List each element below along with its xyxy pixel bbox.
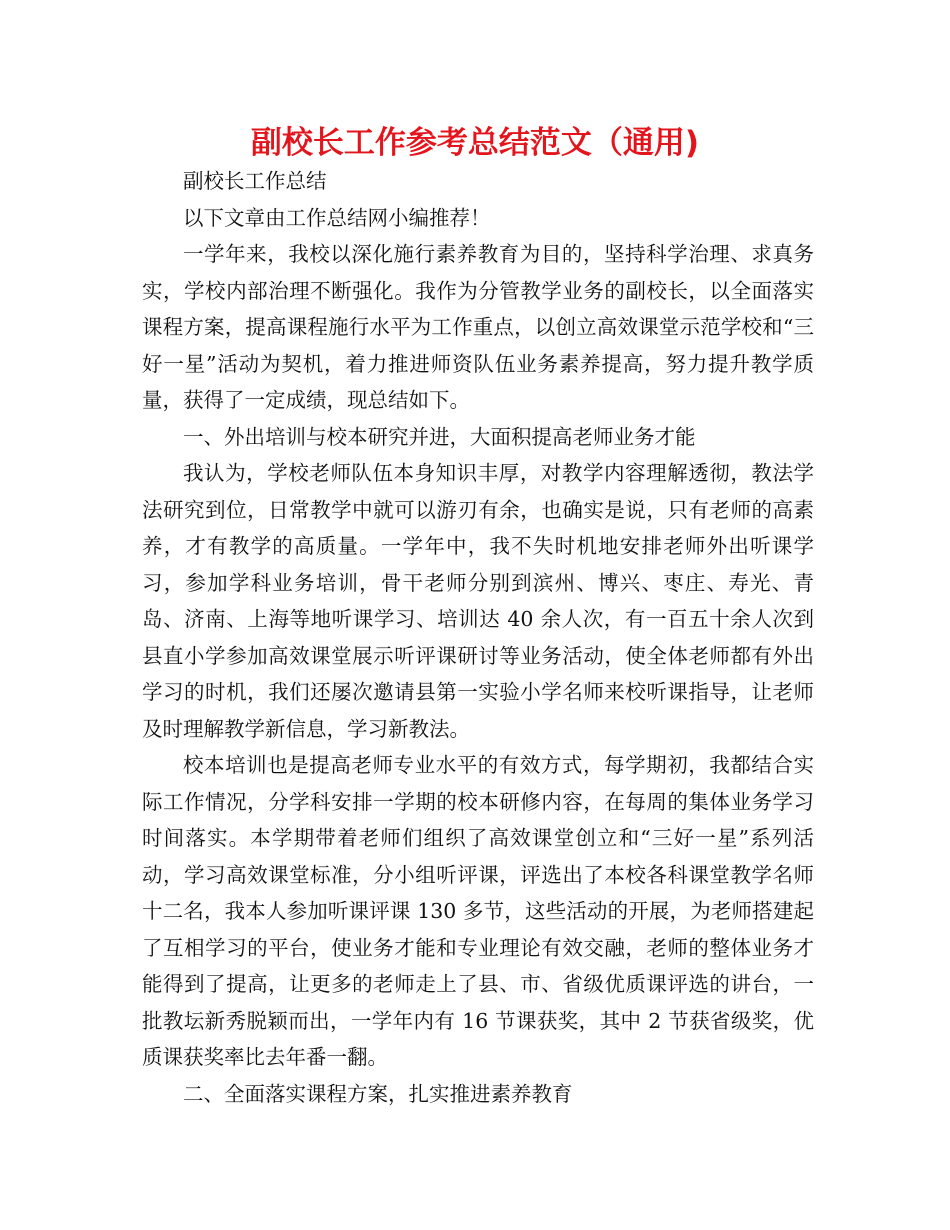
paragraph-subtitle: 副校长工作总结	[183, 169, 327, 193]
section-heading-1: 一、外出培训与校本研究并进，大面积提高老师业务才能	[183, 424, 696, 449]
document-title: 副校长工作参考总结范文（通用)	[250, 125, 700, 161]
section-heading-2: 二、全面落实课程方案，扎实推进素养教育	[183, 1081, 573, 1106]
paragraph-intro: 一学年来，我校以深化施行素养教育为目的，坚持科学治理、求真务实，学校内部治理不断强化。我作为分管教学业务的副校长，以全面落实课程方案，提高课程施行水平为工作重点，以创立高效课堂示范学校和“三好一星”活动为契机，着力推进师资队伍业务素养提高，努力提升教学质量，获得了一定成绩，现总结如下。	[142, 242, 814, 412]
document-body	[142, 163, 814, 1112]
paragraph-school-training: 校本培训也是提高老师专业水平的有效方式，每学期初，我都结合实际工作情况，分学科安排一学期的校本研修内容，在每周的集体业务学习时间落实。本学期带着老师们组织了高效课堂创立和“三好一星”系列活动，学习高效课堂标准，分小组听评课，评选出了本校各科课堂教学名师十二名，我本人参加听课评课 130 多节，这些活动的开展，为老师搭建起了互相学习的平台，使业务才能和专业理论有效交融，老师的整体业务才能得到了提高，让更多的老师走上了县、市、省级优质课评选的讲台，一批教坛新秀脱颖而出，一学年内有 16 节课获奖，其中 2 节获省级奖，优质课获奖率比去年番一翻。	[142, 753, 814, 1069]
paragraph-training: 我认为，学校老师队伍本身知识丰厚，对教学内容理解透彻，教法学法研究到位，日常教学中就可以游刃有余，也确实是说，只有老师的高素养，才有教学的高质量。一学年中，我不失时机地安排老师外出听课学习，参加学科业务培训，骨干老师分别到滨州、博兴、枣庄、寿光、青岛、济南、上海等地听课学习、培训达 40 余人次，有一百五十余人次到县直小学参加高效课堂展示听评课研讨等业务活动，使全体老师都有外出学习的时机，我们还屡次邀请县第一实验小学名师来校听课指导，让老师及时理解教学新信息，学习新教法。	[142, 461, 814, 741]
paragraph-recommendation: 以下文章由工作总结网小编推荐！	[183, 205, 491, 230]
